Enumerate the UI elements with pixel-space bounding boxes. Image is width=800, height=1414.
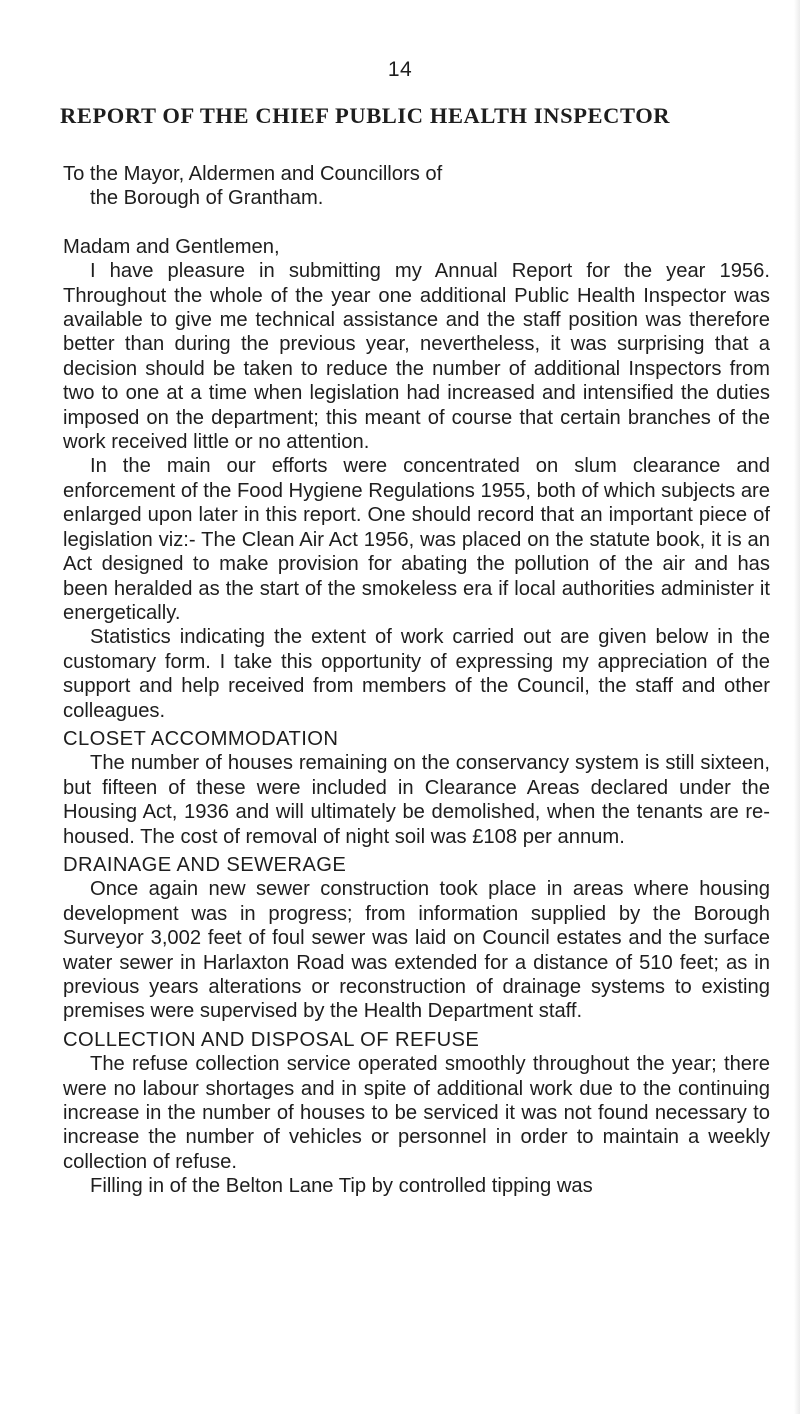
address-line-1: To the Mayor, Aldermen and Councillors of [63, 163, 443, 185]
section-heading-closet-accommodation: CLOSET ACCOMMODATION [63, 727, 339, 750]
salutation: Madam and Gentlemen, [63, 235, 280, 258]
section-paragraph: Filling in of the Belton Lane Tip by controlled tipping was [90, 1175, 593, 1198]
section-paragraph: The number of houses remaining on the conservancy system is still sixteen, but fifteen of these were included in Clearance Areas declared under the Housing Act, 1936 and will ultimately be demolished, when the tenants are re-housed. The cost of removal of night soil was £108 per annum. [63, 752, 770, 848]
scan-edge-shadow [794, 0, 800, 1414]
intro-paragraph: Statistics indicating the extent of work carried out are given below in the customary form. I take this opportunity of expressing my appreciation of the support and help received from members of the Council, the staff and other colleagues. [63, 626, 770, 722]
page-number: 14 [387, 58, 413, 81]
section-heading-collection-and-disposal-of-refuse: COLLECTION AND DISPOSAL OF REFUSE [63, 1028, 480, 1051]
report-title: REPORT OF THE CHIEF PUBLIC HEALTH INSPECTOR [60, 103, 671, 128]
intro-paragraph: In the main our efforts were concentrated on slum clearance and enforcement of the Food Hygiene Regulations 1955, both of which subjects are enlarged upon later in this report. One should record that an important piece of legislation viz:- The Clean Air Act 1956, was placed on the statute book, it is an Act designed to make provision for abating the pollution of the air and has been heralded as the start of the smokeless era if local authorities administer it energetically. [63, 455, 770, 624]
section-heading-drainage-and-sewerage: DRAINAGE AND SEWERAGE [63, 853, 347, 876]
address-line-2: the Borough of Grantham. [90, 187, 324, 210]
address-block [63, 162, 770, 211]
report-body [63, 162, 770, 1199]
section-paragraph: Once again new sewer construction took place in areas where housing development was in progress; from information supplied by the Borough Surveyor 3,002 feet of foul sewer was laid on Council estates and the surface water sewer in Harlaxton Road was extended for a distance of 510 feet; as in previous years alterations or reconstruction of drainage systems to existing premises were supervised by the Health Department staff. [63, 878, 770, 1023]
intro-paragraph: I have pleasure in submitting my Annual Report for the year 1956. Throughout the whole of the year one additional Public Health Inspector was available to give me technical assistance and the staff position was therefore better than during the previous year, nevertheless, it was surprising that a decision should be taken to reduce the number of additional Inspectors from two to one at a time when legislation had increased and intensified the duties imposed on the department; this meant of course that certain branches of the work received little or no attention. [63, 260, 770, 454]
section-paragraph: The refuse collection service operated smoothly throughout the year; there were no labour shortages and in spite of additional work due to the continuing increase in the number of houses to be serviced it was not found necessary to increase the number of vehicles or personnel in order to maintain a weekly collection of refuse. [63, 1053, 770, 1173]
